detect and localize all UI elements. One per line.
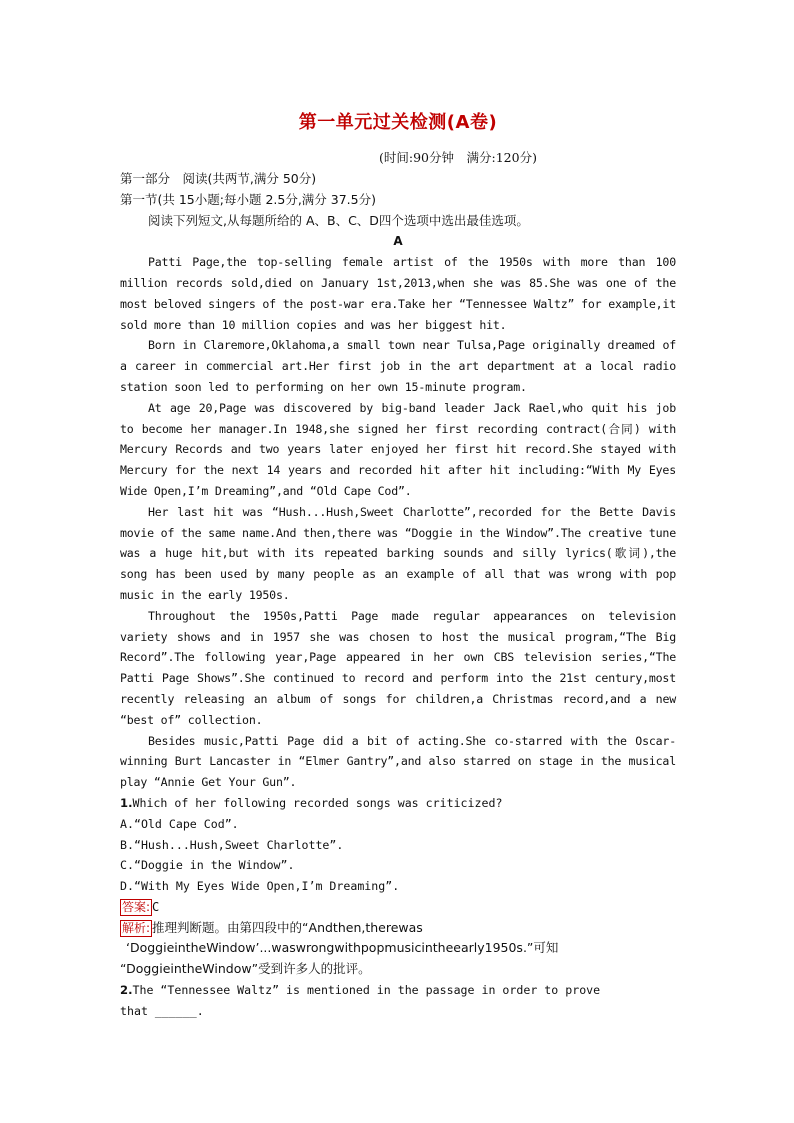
option-c: C.“Doggie in the Window”.: [120, 858, 295, 873]
paragraph-2: Born in Claremore,Oklahoma,a small town near Tulsa,Page originally dreamed of a career in commercial art.Her first job in the art department at a local radio station soon led to performing on her own 15-minute program.: [120, 338, 676, 394]
analysis-line-2: ‘DoggieintheWindow’...waswrongwithpopmusicintheearly1950s.”可知: [126, 940, 559, 956]
paragraph-1: Patti Page,the top-selling female artist of the 1950s with more than 100 million records sold,died on January 1st,2013,when she was 85.She was one of the most beloved singers of the post-war era.Take her “Tennessee Waltz” for example,it sold more than 10 million copies and was her biggest hit.: [120, 255, 676, 332]
analysis-tag: 解析:: [122, 920, 151, 935]
analysis-text-1: 推理判断题。由第四段中的“Andthen,therewas: [152, 919, 423, 935]
part-heading: 第一部分 阅读(共两节,满分 50分): [120, 171, 317, 186]
paragraph-3: At age 20,Page was discovered by big-band leader Jack Rael,who quit his job to become her manager.In 1948,she signed her first recording contract(合同) with Mercury Records and two years later enjoyed her first hit record.She stayed with Mercury for the next 14 years and recorded hit after hit including:“With My Eyes Wide Open,I’m Dreaming”,and “Old Cape Cod”.: [120, 400, 676, 498]
section-heading: 第一节(共 15小题;每小题 2.5分,满分 37.5分): [120, 191, 376, 207]
answer-value: C: [152, 899, 160, 914]
analysis-line-3: “DoggieintheWindow”受到许多人的批评。: [120, 961, 371, 977]
question-2-continuation: that ______.: [120, 1003, 204, 1018]
page-title: 第一单元过关检测(A卷): [298, 112, 498, 133]
option-b: B.“Hush...Hush,Sweet Charlotte”.: [120, 837, 344, 852]
paragraph-5: Throughout the 1950s,Patti Page made regular appearances on television variety shows and in 1957 she was chosen to host the musical program,“The Big Record”.The following year,Page appeared in her own CBS television series,“The Patti Page Shows”.She continued to record and perform into the 21st century,most recently releasing an album of songs for children,a Christmas record,and a new “best of” collection.: [120, 608, 676, 727]
passage-label: A: [393, 234, 403, 249]
instruction: 阅读下列短文,从每题所给的 A、B、C、D四个选项中选出最佳选项。: [148, 212, 529, 228]
question-stem: Which of her following recorded songs was criticized?: [132, 795, 503, 810]
document-page: [120, 100, 676, 1022]
paragraph-4: Her last hit was “Hush...Hush,Sweet Charlotte”,recorded for the Bette Davis movie of the same name.And then,there was “Doggie in the Window”.The creative tune was a huge hit,but with its repeated barking sounds and silly lyrics(歌词),the song has been used by many people as an example of all that was wrong with pop music in the early 1950s.: [120, 504, 676, 602]
question-1: [120, 793, 676, 814]
option-d: D.“With My Eyes Wide Open,I’m Dreaming”.: [120, 879, 400, 894]
answer-line: [120, 897, 676, 918]
exam-meta: (时间:90分钟 满分:120分): [379, 150, 537, 165]
question-number: 2.: [120, 983, 133, 998]
analysis-line-1: [120, 918, 676, 939]
question-stem: The “Tennessee Waltz” is mentioned in the passage in order to prove: [132, 983, 601, 998]
question-2: [120, 980, 676, 1001]
answer-tag: 答案:: [122, 899, 151, 914]
question-number: 1.: [120, 795, 133, 810]
option-a: A.“Old Cape Cod”.: [120, 816, 239, 831]
paragraph-6: Besides music,Patti Page did a bit of acting.She co-starred with the Oscar-winning Burt Lancaster in “Elmer Gantry”,and also starred on stage in the musical play “Annie Get Your Gun”.: [120, 733, 676, 790]
